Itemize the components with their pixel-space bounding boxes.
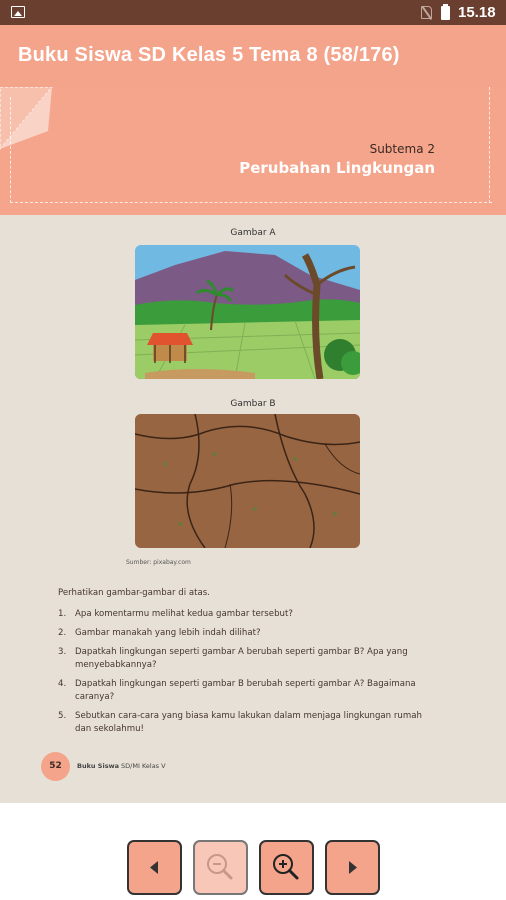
zoom-out-button[interactable] bbox=[193, 840, 248, 895]
question-number: 5. bbox=[58, 711, 67, 721]
battery-icon bbox=[441, 6, 450, 20]
app-bar bbox=[0, 25, 506, 87]
zoom-out-icon bbox=[195, 842, 246, 893]
zoom-in-button[interactable] bbox=[259, 840, 314, 895]
figure-b-caption: Gambar B bbox=[230, 399, 276, 409]
question-number: 2. bbox=[58, 628, 67, 638]
question-text: Sebutkan cara-cara yang biasa kamu lakukan dalam menjaga lingkungan rumah dan sekolahmu! bbox=[75, 711, 422, 734]
question-number: 3. bbox=[58, 647, 67, 657]
book-page[interactable] bbox=[0, 87, 506, 803]
status-time: 15.18 bbox=[458, 4, 496, 21]
footer-level: SD/MI Kelas V bbox=[121, 762, 166, 770]
status-bar bbox=[0, 0, 506, 25]
instruction-text: Perhatikan gambar-gambar di atas. bbox=[58, 588, 210, 598]
previous-page-button[interactable] bbox=[127, 840, 182, 895]
bottom-toolbar bbox=[0, 803, 506, 900]
image-source-credit: Sumber: pixabay.com bbox=[126, 559, 191, 566]
question-text: Gambar manakah yang lebih indah dilihat? bbox=[75, 628, 261, 638]
previous-page-icon bbox=[129, 842, 180, 893]
footer-book-title: Buku Siswa bbox=[77, 762, 119, 770]
no-sim-icon bbox=[421, 6, 432, 19]
image-notification-icon bbox=[11, 6, 25, 18]
subtheme-label: Subtema 2 bbox=[369, 142, 435, 156]
question-text: Dapatkah lingkungan seperti gambar B berubah seperti gambar A? Bagaimana caranya? bbox=[75, 679, 416, 702]
subtheme-banner bbox=[0, 87, 506, 215]
book-footer bbox=[77, 762, 166, 770]
subtheme-title: Perubahan Lingkungan bbox=[239, 159, 435, 177]
page-number-badge: 52 bbox=[41, 752, 70, 781]
question-text: Dapatkah lingkungan seperti gambar A berubah seperti gambar B? Apa yang menyebabkannya? bbox=[75, 647, 408, 670]
figure-a-landscape-illustration bbox=[135, 245, 360, 379]
next-page-icon bbox=[327, 842, 378, 893]
app-title: Buku Siswa SD Kelas 5 Tema 8 (58/176) bbox=[18, 44, 400, 66]
figure-a-caption: Gambar A bbox=[230, 228, 276, 238]
figure-b-cracked-earth-photo bbox=[135, 414, 360, 548]
zoom-in-icon bbox=[261, 842, 312, 893]
question-number: 1. bbox=[58, 609, 67, 619]
banner-dashed-line bbox=[489, 87, 490, 203]
question-text: Apa komentarmu melihat kedua gambar tersebut? bbox=[75, 609, 293, 619]
next-page-button[interactable] bbox=[325, 840, 380, 895]
question-number: 4. bbox=[58, 679, 67, 689]
